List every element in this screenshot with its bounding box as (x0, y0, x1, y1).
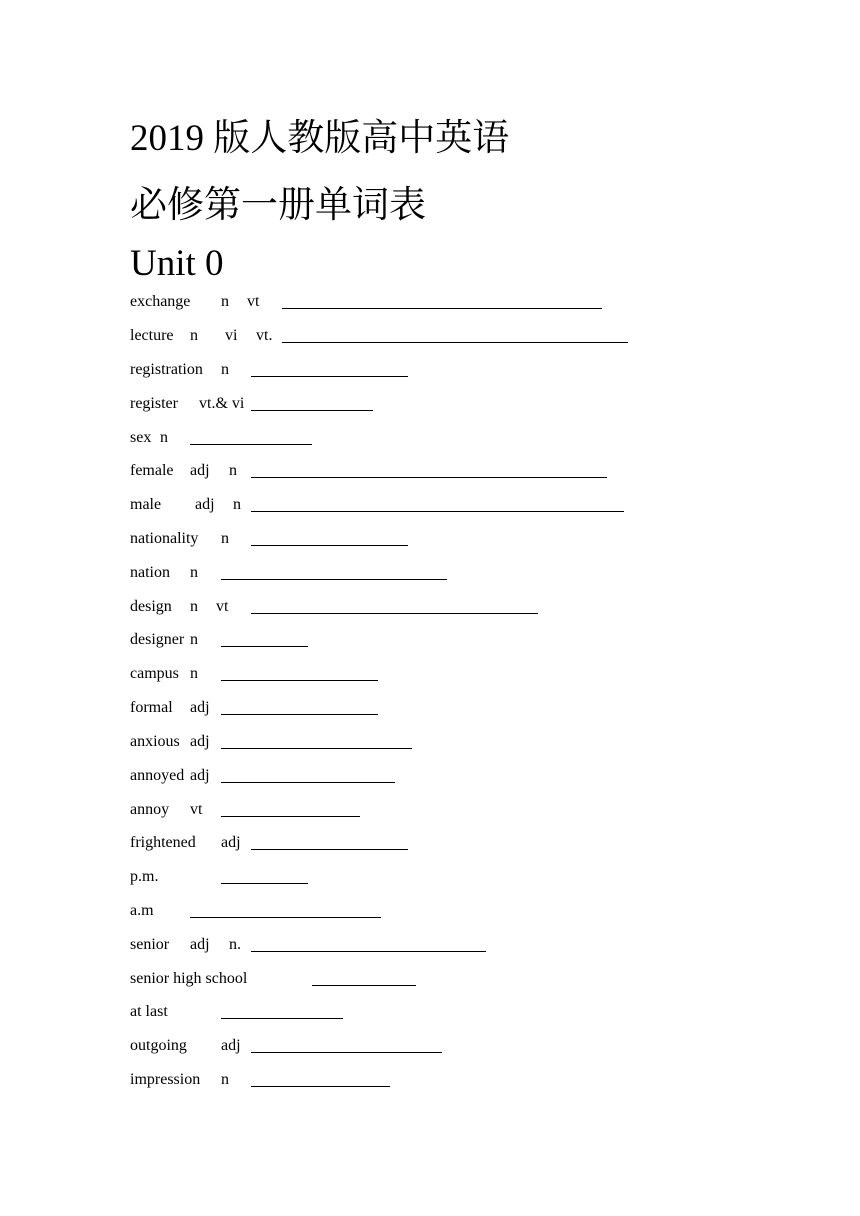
part-of-speech: vi (225, 327, 238, 344)
answer-blank (251, 1086, 390, 1087)
part-of-speech: adj (195, 496, 215, 513)
part-of-speech: adj (190, 767, 210, 784)
part-of-speech: n (221, 530, 229, 547)
part-of-speech: vt (190, 801, 203, 818)
vocab-word: anxious (130, 733, 180, 750)
vocab-entry (130, 935, 770, 955)
answer-blank (221, 646, 308, 647)
answer-blank (221, 680, 378, 681)
part-of-speech: n (229, 462, 237, 479)
vocab-entry (130, 698, 770, 718)
vocab-entry (130, 732, 770, 752)
vocab-word: design (130, 598, 172, 615)
vocab-entry (130, 1002, 770, 1022)
part-of-speech: n (160, 429, 168, 446)
part-of-speech: n (190, 631, 198, 648)
vocab-entry (130, 630, 770, 650)
answer-blank (221, 1018, 343, 1019)
part-of-speech: vt (247, 293, 260, 310)
part-of-speech: n. (229, 936, 241, 953)
vocab-word: formal (130, 699, 173, 716)
answer-blank (282, 308, 602, 309)
vocab-word: nation (130, 564, 170, 581)
vocab-word: registration (130, 361, 203, 378)
answer-blank (221, 883, 308, 884)
vocab-word: a.m (130, 902, 154, 919)
vocab-entry (130, 360, 770, 380)
vocab-entry (130, 1070, 770, 1090)
document-subtitle: 必修第一册单词表 (130, 185, 426, 226)
vocab-entry (130, 766, 770, 786)
answer-blank (312, 985, 416, 986)
vocab-word: senior high school (130, 970, 248, 987)
part-of-speech: n (221, 1071, 229, 1088)
answer-blank (251, 1052, 442, 1053)
vocab-word: p.m. (130, 868, 159, 885)
part-of-speech: vt. (256, 327, 273, 344)
vocab-word: lecture (130, 327, 174, 344)
vocab-entry (130, 394, 770, 414)
answer-blank (221, 748, 412, 749)
vocab-word: outgoing (130, 1037, 187, 1054)
vocab-word: male (130, 496, 162, 513)
part-of-speech: n (233, 496, 241, 513)
document-title: 2019 版人教版高中英语 (130, 118, 510, 159)
vocab-entry (130, 833, 770, 853)
part-of-speech: adj (190, 936, 210, 953)
part-of-speech: n (190, 327, 198, 344)
part-of-speech: n (221, 361, 229, 378)
answer-blank (251, 613, 538, 614)
vocab-entry (130, 529, 770, 549)
answer-blank (251, 477, 607, 478)
answer-blank (190, 444, 312, 445)
vocab-entry (130, 461, 770, 481)
answer-blank (251, 951, 486, 952)
answer-blank (221, 714, 378, 715)
vocab-entry (130, 428, 770, 448)
vocab-word: register (130, 395, 178, 412)
part-of-speech: n (190, 665, 198, 682)
vocab-entry (130, 1036, 770, 1056)
vocab-entry (130, 563, 770, 583)
vocab-entry (130, 969, 770, 989)
part-of-speech: n (221, 293, 229, 310)
vocab-entry (130, 800, 770, 820)
part-of-speech: vt.& vi (199, 395, 245, 412)
vocab-entry (130, 597, 770, 617)
vocab-entry (130, 664, 770, 684)
part-of-speech: n (190, 564, 198, 581)
vocab-word: senior (130, 936, 170, 953)
vocab-word: annoyed (130, 767, 185, 784)
answer-blank (221, 579, 447, 580)
vocab-word: campus (130, 665, 179, 682)
answer-blank (251, 376, 408, 377)
vocab-entry (130, 326, 770, 346)
vocab-entry (130, 901, 770, 921)
part-of-speech: adj (190, 733, 210, 750)
vocab-entry (130, 292, 770, 312)
answer-blank (282, 342, 628, 343)
part-of-speech: adj (221, 1037, 241, 1054)
vocab-word: sex (130, 429, 152, 446)
vocab-word: impression (130, 1071, 201, 1088)
vocab-word: at last (130, 1003, 168, 1020)
answer-blank (251, 545, 408, 546)
part-of-speech: adj (221, 834, 241, 851)
part-of-speech: vt (216, 598, 229, 615)
vocab-word: designer (130, 631, 185, 648)
vocab-entry (130, 867, 770, 887)
answer-blank (251, 849, 408, 850)
answer-blank (221, 782, 395, 783)
part-of-speech: adj (190, 462, 210, 479)
vocab-word: frightened (130, 834, 196, 851)
vocab-word: exchange (130, 293, 191, 310)
unit-heading: Unit 0 (130, 243, 224, 284)
part-of-speech: adj (190, 699, 210, 716)
part-of-speech: n (190, 598, 198, 615)
vocab-word: nationality (130, 530, 199, 547)
answer-blank (221, 816, 360, 817)
vocab-entry (130, 495, 770, 515)
answer-blank (251, 511, 624, 512)
answer-blank (251, 410, 373, 411)
answer-blank (190, 917, 381, 918)
vocab-word: annoy (130, 801, 170, 818)
vocab-word: female (130, 462, 174, 479)
